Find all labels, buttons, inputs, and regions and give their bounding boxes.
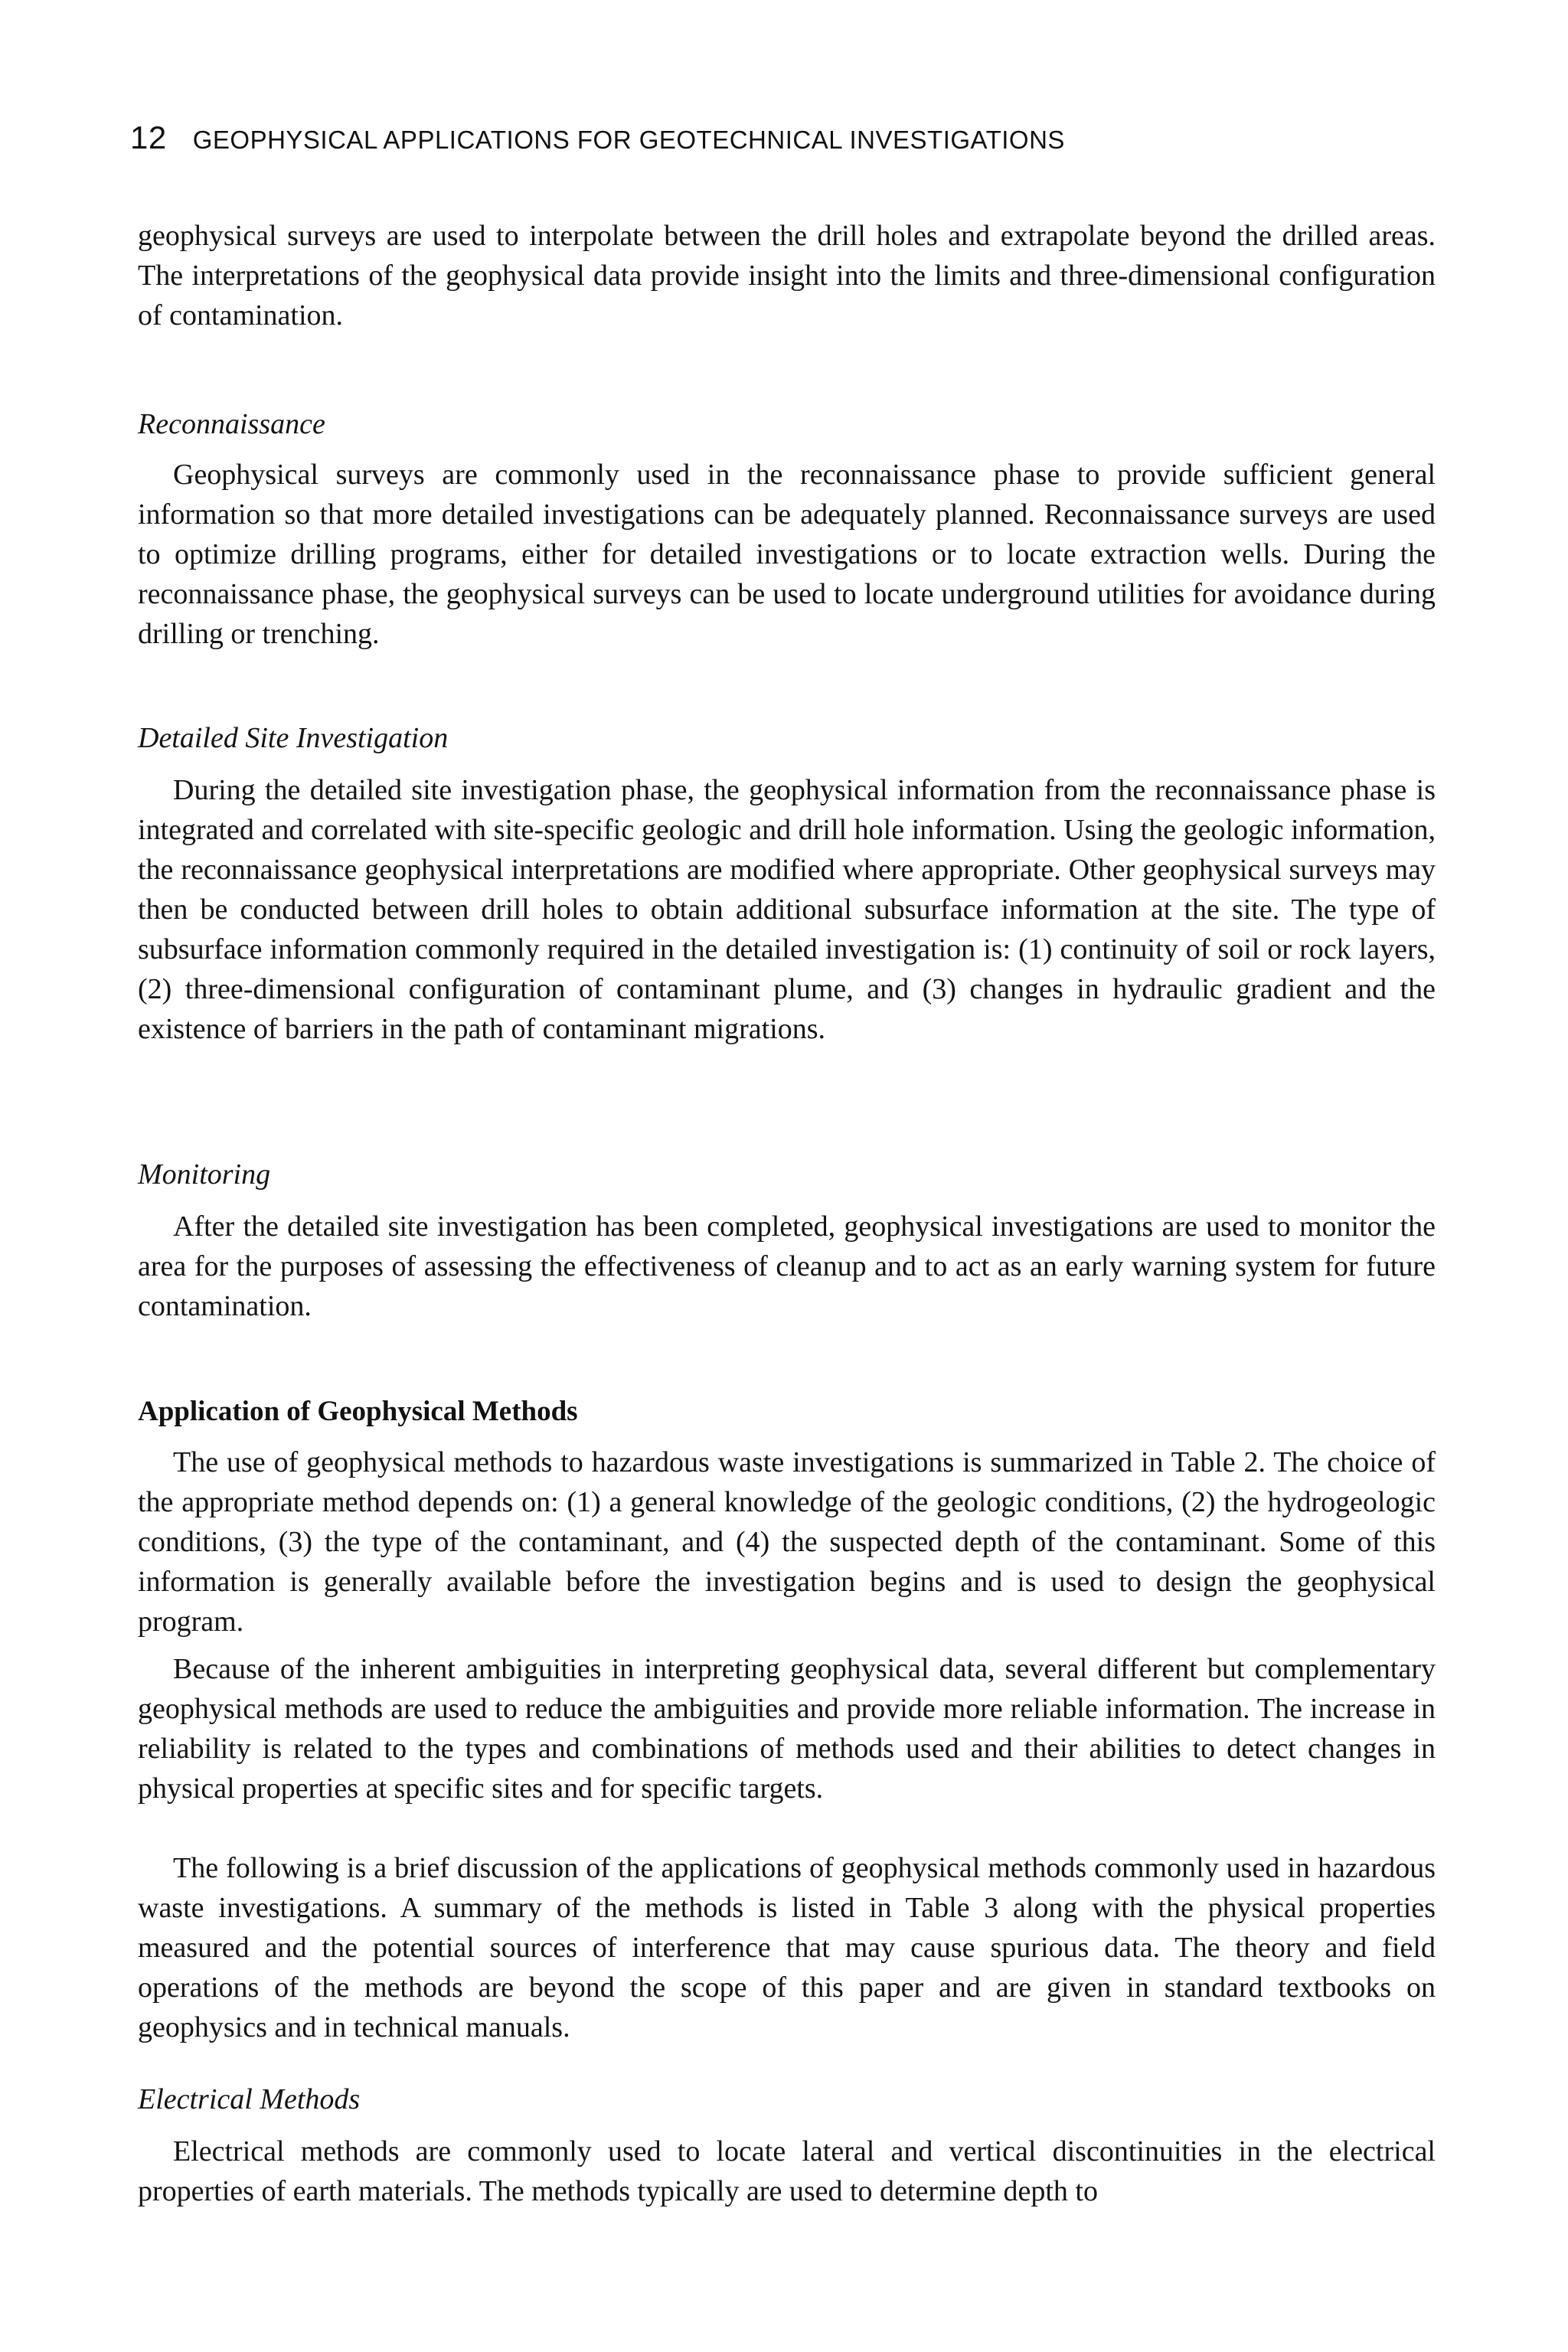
- page-number: 12: [130, 119, 167, 155]
- running-title: GEOPHYSICAL APPLICATIONS FOR GEOTECHNICAL INVESTIGATIONS: [192, 126, 1065, 154]
- reconnaissance-heading: Reconnaissance: [138, 408, 325, 440]
- detailed-site-investigation-body: During the detailed site investigation phase, the geophysical information from the reconnaissance phase is integrated and correlated with site-specific geologic and drill hole information. Using the geologic information, the reconnaissance geophysical interpretations are modified where appropriate. Other geophysical surveys may then be conducted between drill holes to obtain additional subsurface information at the site. The type of subsurface information commonly required in the detailed investigation is: (1) continuity of soil or rock layers, (2) three-dimensional configuration of contaminant plume, and (3) changes in hydraulic gradient and the existence of barriers in the path of contaminant migrations.: [138, 774, 1436, 1045]
- application-paragraph-1: The use of geophysical methods to hazardous waste investigations is summarized in Table 2. The choice of the appropriate method depends on: (1) a general knowledge of the geologic conditions, (2) the hydrogeologic conditions, (3) the type of the contaminant, and (4) the suspected depth of the contaminant. Some of this information is generally available before the investigation begins and is used to design the geophysical program.: [138, 1446, 1436, 1638]
- monitoring-heading: Monitoring: [138, 1158, 271, 1191]
- electrical-methods-heading: Electrical Methods: [138, 2083, 361, 2115]
- reconnaissance-body: Geophysical surveys are commonly used in the reconnaissance phase to provide sufficient general information so that more detailed investigations can be adequately planned. Reconnaissance surveys are used to optimize drilling programs, either for detailed investigations or to locate extraction wells. During the reconnaissance phase, the geophysical surveys can be used to locate underground utilities for avoidance during drilling or trenching.: [138, 459, 1436, 650]
- intro-paragraph: geophysical surveys are used to interpolate between the drill holes and extrapolate beyond the drilled areas. The interpretations of the geophysical data provide insight into the limits and three-dimensional configuration of contamination.: [138, 220, 1436, 332]
- application-paragraph-3: The following is a brief discussion of the applications of geophysical methods commonly used in hazardous waste investigations. A summary of the methods is listed in Table 3 along with the physical properties measured and the potential sources of interference that may cause spurious data. The theory and field operations of the methods are beyond the scope of this paper and are given in standard textbooks on geophysics and in technical manuals.: [138, 1852, 1436, 2043]
- electrical-methods-body: Electrical methods are commonly used to locate lateral and vertical discontinuities in the electrical properties of earth materials. The methods typically are used to determine depth to: [138, 2135, 1436, 2207]
- monitoring-body: After the detailed site investigation has been completed, geophysical investigations are used to monitor the area for the purposes of assessing the effectiveness of cleanup and to act as an early warning system for future contamination.: [138, 1210, 1436, 1322]
- running-header: [130, 119, 1447, 156]
- application-paragraph-2: Because of the inherent ambiguities in interpreting geophysical data, several different but complementary geophysical methods are used to reduce the ambiguities and provide more reliable information. The increase in reliability is related to the types and combinations of methods used and their abilities to detect changes in physical properties at specific sites and for specific targets.: [138, 1653, 1436, 1805]
- application-heading: Application of Geophysical Methods: [138, 1396, 578, 1427]
- detailed-site-investigation-heading: Detailed Site Investigation: [138, 722, 449, 754]
